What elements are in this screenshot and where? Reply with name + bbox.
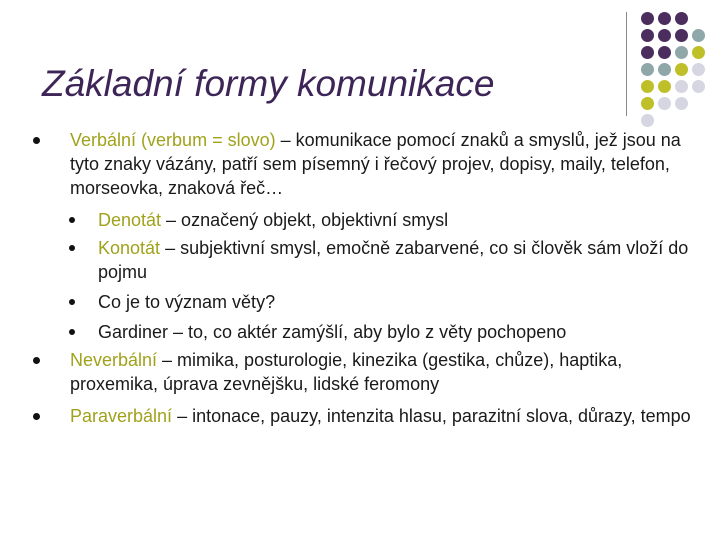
dot (675, 97, 688, 110)
dot (658, 63, 671, 76)
item-text: – mimika, posturologie, kinezika (gestika, chůze), haptika, proxemika, úprava zevnějšku, lidské feromony (70, 350, 623, 394)
bullet-icon (33, 357, 40, 364)
item-text: – intonace, pauzy, intenzita hlasu, parazitní slova, důrazy, tempo (172, 406, 691, 426)
item-text: – subjektivní smysl, emočně zabarvené, co si člověk sám vloží do pojmu (98, 238, 689, 282)
dot (641, 114, 654, 127)
dot (675, 80, 688, 93)
sublist-item-gardiner (98, 320, 698, 344)
bullet-icon (69, 299, 75, 305)
list-item-paraverbal (70, 404, 710, 428)
dot (641, 46, 654, 59)
dot (675, 46, 688, 59)
dot (692, 46, 705, 59)
item-text: – označený objekt, objektivní smysl (161, 210, 449, 230)
keyword: Verbální (verbum = slovo) (70, 130, 276, 150)
dot (658, 29, 671, 42)
item-text: – komunikace pomocí znaků a smyslů, jež jsou na tyto znaky vázány, patří sem písemný i řečový projev, dopisy, maily, telefon, morseovka, znaková řeč… (70, 130, 681, 198)
bullet-icon (69, 329, 75, 335)
dot (658, 46, 671, 59)
list-item-verbal (70, 128, 710, 200)
dot (658, 12, 671, 25)
dot (675, 29, 688, 42)
keyword: Paraverbální (70, 406, 173, 426)
bullet-icon (69, 245, 75, 251)
dot (658, 97, 671, 110)
sublist-item-question (98, 290, 698, 314)
dot (641, 29, 654, 42)
bullet-icon (33, 413, 40, 420)
item-text: Co je to význam věty? (98, 292, 276, 312)
keyword: Konotát (98, 238, 161, 258)
dot (675, 63, 688, 76)
sublist-item-konotat (98, 236, 698, 284)
dot (692, 29, 705, 42)
bullet-icon (33, 137, 40, 144)
dot (641, 97, 654, 110)
dot (641, 12, 654, 25)
slide-title: Základní formy komunikace (42, 63, 495, 104)
dot (692, 63, 705, 76)
sublist-item-denotat (98, 208, 698, 232)
dot (675, 12, 688, 25)
divider-line (626, 12, 627, 116)
dot (641, 63, 654, 76)
list-item-nonverbal (70, 348, 710, 396)
dot (658, 80, 671, 93)
dot (692, 80, 705, 93)
keyword: Denotát (98, 210, 162, 230)
bullet-icon (69, 217, 75, 223)
dot (641, 80, 654, 93)
item-text: Gardiner – to, co aktér zamýšlí, aby bylo z věty pochopeno (98, 322, 567, 342)
keyword: Neverbální (70, 350, 158, 370)
